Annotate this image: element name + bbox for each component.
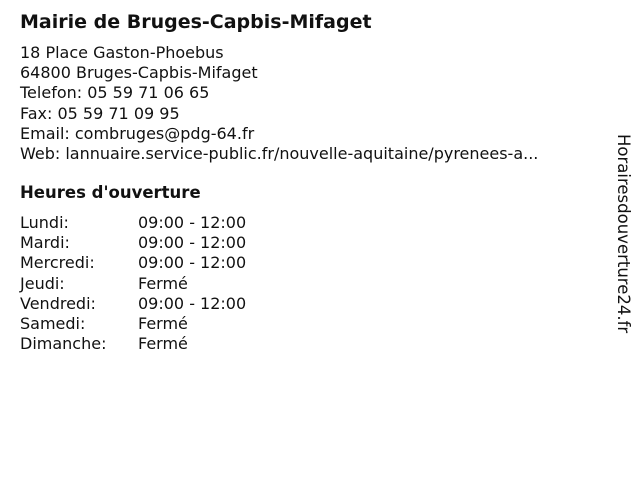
page-title: Mairie de Bruges-Capbis-Mifaget <box>20 11 372 33</box>
street-address: 18 Place Gaston-Phoebus <box>20 43 224 62</box>
day-label: Mardi: <box>20 233 70 253</box>
hours-list <box>20 213 300 354</box>
time-value: Fermé <box>138 313 188 333</box>
day-label: Vendredi: <box>20 293 96 313</box>
fax-number: Fax: 05 59 71 09 95 <box>20 103 180 123</box>
brand-watermark: Horairesdouverture24.fr <box>614 134 633 334</box>
day-label: Samedi: <box>20 313 86 333</box>
hours-row-tuesday <box>20 233 300 253</box>
time-value: 09:00 - 12:00 <box>138 253 247 273</box>
hours-row-wednesday <box>20 253 300 273</box>
hours-row-saturday <box>20 314 300 334</box>
phone-number: Telefon: 05 59 71 06 65 <box>20 83 210 103</box>
day-label: Jeudi: <box>20 273 65 293</box>
day-label: Lundi: <box>20 213 69 232</box>
hours-row-sunday <box>20 334 300 354</box>
hours-row-monday <box>20 213 300 233</box>
email-address: Email: combruges@pdg-64.fr <box>20 123 255 143</box>
day-label: Mercredi: <box>20 253 95 273</box>
hours-row-friday <box>20 294 300 314</box>
day-label: Dimanche: <box>20 334 107 354</box>
time-value: 09:00 - 12:00 <box>138 213 247 232</box>
contact-info <box>20 43 538 164</box>
hours-row-thursday <box>20 274 300 294</box>
website-url: Web: lannuaire.service-public.fr/nouvelle-aquitaine/pyrenees-a... <box>20 143 539 163</box>
hours-heading: Heures d'ouverture <box>20 183 201 202</box>
time-value: Fermé <box>138 273 188 293</box>
time-value: 09:00 - 12:00 <box>138 233 247 253</box>
time-value: 09:00 - 12:00 <box>138 293 247 313</box>
city-address: 64800 Bruges-Capbis-Mifaget <box>20 63 258 83</box>
time-value: Fermé <box>138 334 188 354</box>
